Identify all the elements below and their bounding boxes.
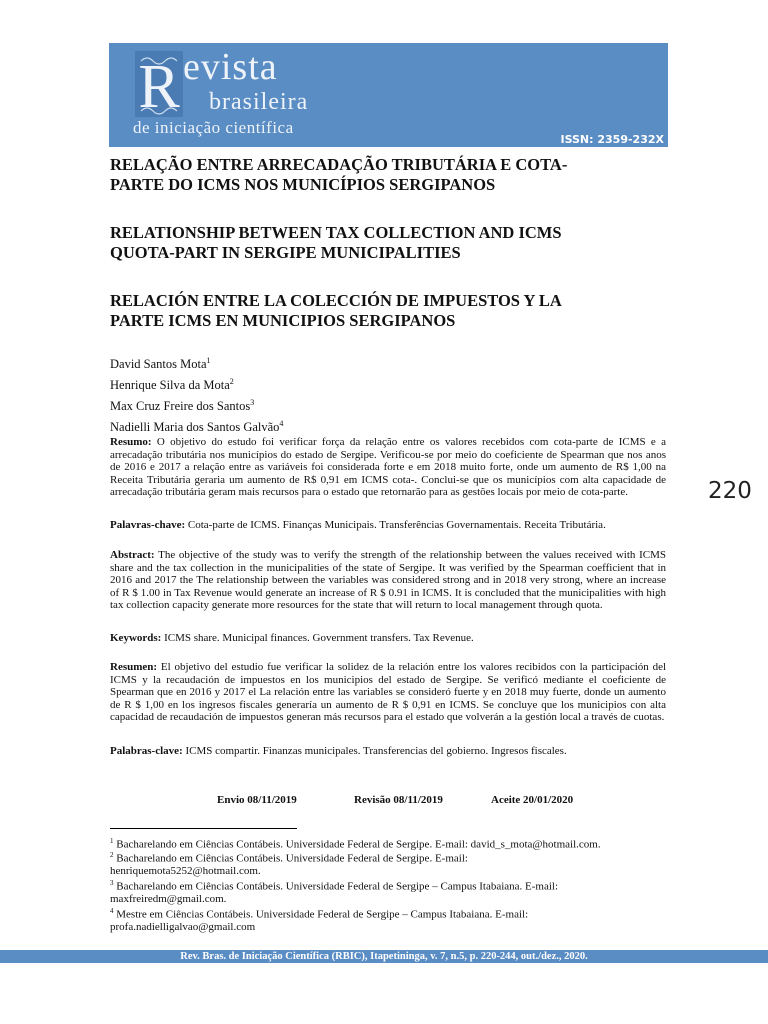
- resumo-label: Resumo:: [110, 436, 152, 448]
- footnote: $^2$ Bacharelando em Ciências Contábeis. Universidade Federal de Sergipe. E-mail: henriquemota5252@hotmail.com.: [110, 851, 468, 878]
- resumen-text: El objetivo del estudio fue verificar la solidez de la relación entre los valores recibidos con la participación del ICMS y la recaudación de impuestos en los municipios del estado de Sergipe. Se verificó mediante el coeficiente de Spearman que en 2016 y 2017 el La relación entre las variables se consideró fuerte y en 2018 muy fuerte, donde un aumento de R $ 1,00 en los ingresos fiscales generaría un aumento de R $ 0,91 en ICMS. Se concluye que los municipios con alta capacidad de recaudación de impuestos generan más recursos para el estado que volverán a la gestión local a través de cuotas.: [110, 661, 667, 724]
- logo-tagline: de iniciação científica: [133, 118, 294, 137]
- date-submitted: Envio 08/11/2019: [217, 794, 297, 806]
- date-revised: Revisão 08/11/2019: [354, 794, 443, 806]
- issn-label: ISSN: 2359-232X: [560, 133, 664, 146]
- title-portuguese: [110, 155, 690, 195]
- abstract-english: [110, 549, 666, 612]
- footnote: $^1$ Bacharelando em Ciências Contábeis. Universidade Federal de Sergipe. E-mail: david_s_mota@hotmail.com.: [110, 837, 601, 851]
- resumen-label: Resumen:: [110, 661, 158, 673]
- logo-title: evista: [183, 46, 278, 88]
- date-accepted: Aceite 20/01/2020: [491, 794, 574, 806]
- palabras-clave-label: Palabras-clave:: [110, 745, 183, 757]
- footnote: $^3$ Bacharelando em Ciências Contábeis. Universidade Federal de Sergipe – Campus Itabaiana. E-mail: maxfreiredm@gmail.com.: [110, 879, 559, 906]
- title-english: [110, 223, 690, 263]
- author: David Santos Mota$^1$: [110, 356, 211, 372]
- title-es-line-1: RELACIÓN ENTRE LA COLECCIÓN DE IMPUESTOS Y LA: [110, 291, 562, 310]
- title-en-line-1: RELATIONSHIP BETWEEN TAX COLLECTION AND ICMS: [110, 223, 562, 242]
- abstract-spanish: [110, 661, 666, 724]
- author-list: [110, 352, 283, 437]
- palavras-chave-text: Cota-parte de ICMS. Finanças Municipais. Transferências Governamentais. Receita Tributária.: [187, 519, 606, 531]
- journal-banner: [109, 43, 668, 147]
- resumo-text: O objetivo do estudo foi verificar força da relação entre os valores recebidos com cota-parte de ICMS e a arrecadação tributária nos municípios do estado de Sergipe. Verificou-se por meio do coeficiente de Spearman que nos anos de 2016 e 2017 a relação entre as variáveis foi considerada forte e em 2018 muito forte, onde um aumento de R$ 1,00 na Receita Tributária geraria um aumento de R$ 0,91 em ICMS cota-. Conclui-se que os municípios com alta capacidade de arrecadação tributária geram mais recursos para o estado que retornarão para as gestões locais por meio de cota-parte.: [110, 436, 667, 499]
- keywords-label: Keywords:: [110, 632, 162, 644]
- keywords-text: ICMS share. Municipal finances. Government transfers. Tax Revenue.: [164, 632, 474, 644]
- abstract-label: Abstract:: [110, 549, 155, 561]
- page-number: 220: [708, 478, 752, 504]
- footer-bar: [0, 950, 768, 963]
- abstract-portuguese: [110, 436, 666, 499]
- author: Max Cruz Freire dos Santos$^3$: [110, 398, 255, 414]
- abstract-text: The objective of the study was to verify the strength of the relationship between the values received with ICMS share and the tax collection in the municipalities of the state of Sergipe. It was verified by the Spearman coefficient that in 2016 and 2017 the The relationship between the variables was considered strong and in 2018 very strong, where an increase of R $ 1.00 in Tax Revenue would generate an increase of R $ 0.91 in ICMS. It is concluded that the municipalities with high tax collection capacity generate more resources for the state that will return to local management through quota.: [110, 549, 666, 612]
- title-spanish: [110, 291, 690, 331]
- title-pt-line-2: PARTE DO ICMS NOS MUNICÍPIOS SERGIPANOS: [110, 175, 496, 194]
- title-es-line-2: PARTE ICMS EN MUNICIPIOS SERGIPANOS: [110, 311, 456, 330]
- logo-subtitle: brasileira: [209, 89, 309, 115]
- keywords-english: [110, 632, 666, 645]
- logo-initial-letter: R: [138, 53, 180, 117]
- logo-initial-ornament: [135, 51, 183, 117]
- author: Nadielli Maria dos Santos Galvão$^4$: [110, 419, 284, 435]
- author: Henrique Silva da Mota$^2$: [110, 377, 234, 393]
- palavras-chave-label: Palavras-chave:: [110, 519, 186, 531]
- journal-citation: Rev. Bras. de Iniciação Científica (RBIC), Itapetininga, v. 7, n.5, p. 220-244, out./dez., 2020.: [180, 951, 588, 962]
- keywords-portuguese: [110, 519, 666, 532]
- palabras-clave-text: ICMS compartir. Finanzas municipales. Transferencias del gobierno. Ingresos fiscales.: [185, 745, 567, 757]
- footnote: $^4$ Mestre em Ciências Contábeis. Universidade Federal de Sergipe – Campus Itabaiana. E-mail: profa.nadielligalvao@gmail.com: [110, 907, 529, 934]
- title-pt-line-1: RELAÇÃO ENTRE ARRECADAÇÃO TRIBUTÁRIA E COTA-: [110, 155, 568, 174]
- title-en-line-2: QUOTA-PART IN SERGIPE MUNICIPALITIES: [110, 243, 461, 262]
- keywords-spanish: [110, 745, 666, 758]
- footnote-divider: [110, 828, 297, 829]
